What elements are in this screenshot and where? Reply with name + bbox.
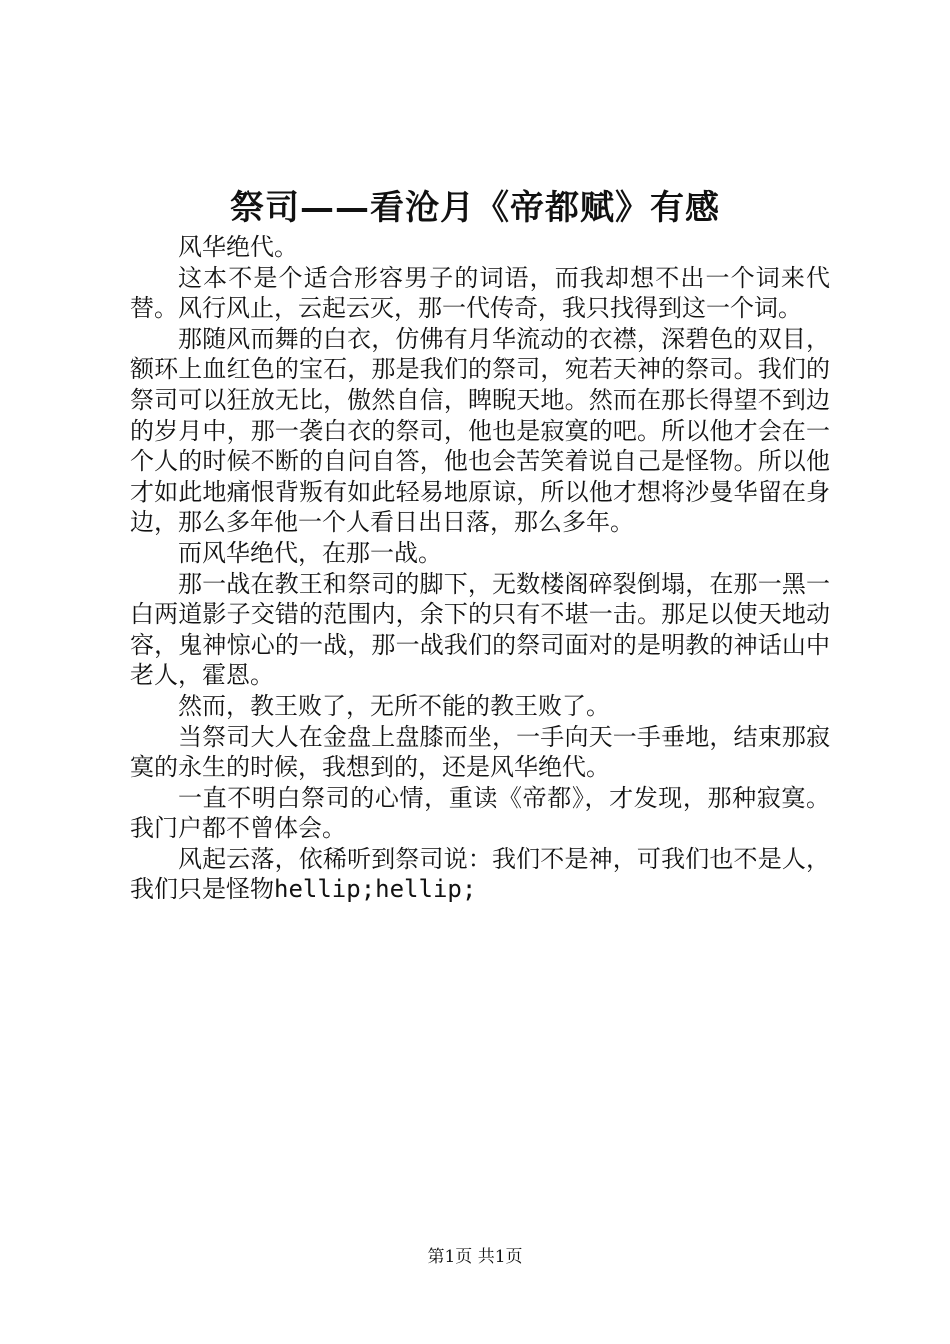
document-title: 祭司——看沧月《帝都赋》有感: [230, 188, 720, 228]
paragraph: 风起云落，依稀听到祭司说：我们不是神，可我们也不是人，我们只是怪物hellip;hellip;: [130, 844, 830, 904]
paragraph: 风华绝代。: [178, 233, 298, 261]
paragraph: 那随风而舞的白衣，仿佛有月华流动的衣襟，深碧色的双目，额环上血红色的宝石，那是我们的祭司，宛若天神的祭司。我们的祭司可以狂放无比，傲然自信，睥睨天地。然而在那长得望不到边的岁月中，那一袭白衣的祭司，他也是寂寞的吧。所以他才会在一个人的时候不断的自问自答，他也会苦笑着说自己是怪物。所以他才如此地痛恨背叛有如此轻易地原谅，所以他才想将沙曼华留在身边，那么多年他一个人看日出日落，那么多年。: [130, 324, 830, 537]
paragraph: 一直不明白祭司的心情，重读《帝都》，才发现，那种寂寞。我门户都不曾体会。: [130, 783, 830, 843]
page-number-footer: 第1页 共1页: [427, 1247, 523, 1267]
paragraph: 那一战在教王和祭司的脚下，无数楼阁碎裂倒塌，在那一黑一白两道影子交错的范围内，余下的只有不堪一击。那足以使天地动容，鬼神惊心的一战，那一战我们的祭司面对的是明教的神话山中老人，霍恩。: [130, 569, 830, 690]
paragraph: 当祭司大人在金盘上盘膝而坐，一手向天一手垂地，结束那寂寞的永生的时候，我想到的，还是风华绝代。: [130, 722, 830, 782]
document-body: [130, 232, 830, 905]
paragraph: 而风华绝代，在那一战。: [178, 538, 442, 567]
paragraph: 这本不是个适合形容男子的词语，而我却想不出一个词来代替。风行风止，云起云灭，那一代传奇，我只找得到这一个词。: [130, 263, 830, 323]
paragraph: 然而，教王败了，无所不能的教王败了。: [178, 691, 610, 720]
